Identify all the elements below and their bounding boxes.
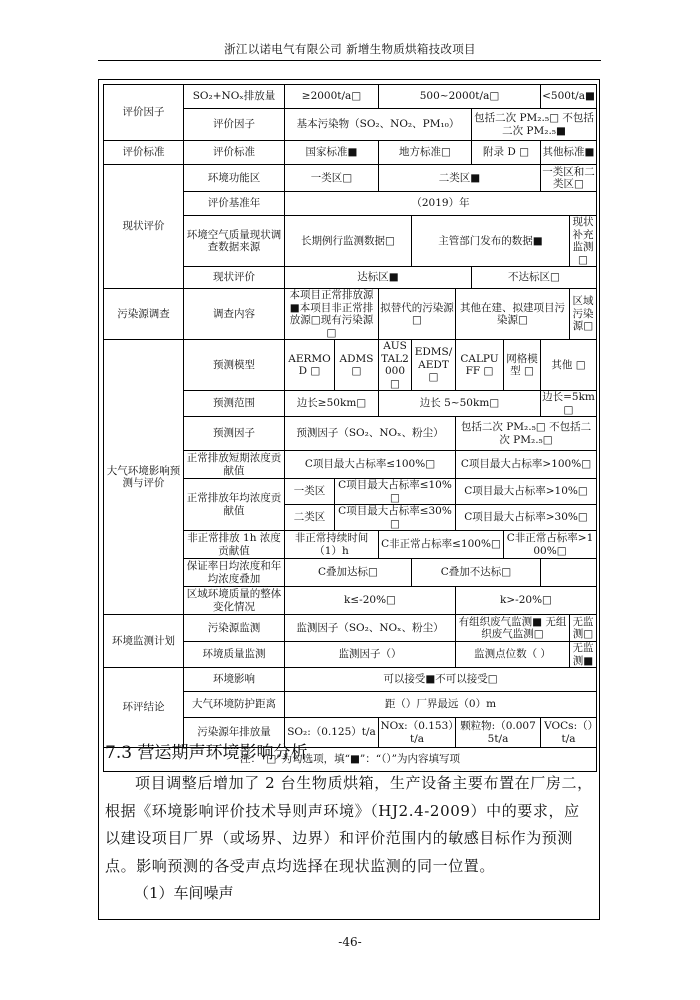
label-model: 预测模型 (184, 340, 285, 391)
label-abnormal: 非正常排放 1h 浓度贡献值 (184, 531, 285, 559)
value-secondary-pm: 包括二次 PM₂.₅□ 不包括二次 PM₂.₅■ (472, 109, 597, 141)
label-annual: 正常排放年均浓度贡献值 (184, 479, 285, 531)
label-function-zone: 环境功能区 (184, 165, 285, 192)
value-forecast-secondary: 包括二次 PM₂.₅□ 不包括二次 PM₂.₅□ (456, 417, 597, 451)
checkbox-non-attainment: 不达标区□ (472, 267, 597, 289)
checkbox-supplementary-monitoring: 现状补充监测□ (570, 216, 597, 267)
checkbox-range-5: 边长=5km□ (542, 391, 595, 416)
label-annual-zone1: 一类区 (285, 479, 335, 505)
label-base-year: 评价基准年 (184, 192, 285, 216)
checkbox-regional-sources: 区域污染源□ (570, 289, 597, 340)
checkbox-overlay-attain: C叠加达标□ (285, 559, 412, 587)
label-regional-change: 区域环境质量的整体变化情况 (184, 587, 285, 615)
checkbox-range-ge50: 边长≥50km□ (285, 391, 379, 417)
value-monitoring-points: 监测点位数（ ） (456, 642, 570, 668)
header-rule (98, 60, 601, 61)
group-monitoring: 环境监测计划 (104, 615, 184, 668)
value-protection-distance: 距（）厂界最远（0）m (285, 692, 597, 718)
checkbox-other-standard: 其他标准■ (541, 141, 597, 165)
checkbox-replaced-sources: 拟替代的污染源□ (379, 289, 456, 340)
checkbox-austal2000: AUSTAL2000 □ (379, 340, 412, 391)
value-nox: NOx:（0.153）t/a (379, 718, 456, 748)
table-note: 注：“□”为勾选项，填“■”：“（）”为内容填写项 (104, 748, 597, 772)
label-short-term: 正常排放短期浓度贡献值 (184, 451, 285, 479)
checkbox-organized-monitoring: 有组织废气监测■ 无组织废气监测□ (456, 615, 570, 642)
value-forecast-factor: 预测因子（SO₂、NOₓ、粉尘） (285, 417, 456, 451)
checkbox-other-model: 其他 □ (541, 340, 597, 391)
checkbox-zone1: 一类区□ (285, 165, 379, 192)
checkbox-annual-zone1-le10: C项目最大占标率≤10%□ (335, 479, 456, 505)
checkbox-acceptable: 可以接受■不可以接受□ (285, 668, 597, 692)
label-survey-content: 调查内容 (184, 289, 285, 340)
checkbox-aermod: AERMOD □ (285, 340, 335, 391)
value-base-year: （2019）年 (285, 192, 597, 216)
label-status-eval: 现状评价 (184, 267, 285, 289)
checkbox-local: 地方标准□ (379, 141, 472, 165)
checkbox-zone2: 二类区■ (379, 165, 541, 192)
value-basic-pollutants: 基本污染物（SO₂、NO₂、PM₁₀） (285, 109, 472, 141)
label-standard: 评价标准 (184, 141, 285, 165)
paragraph: 项目调整后增加了 2 台生物质烘箱，生产设备主要布置在厂房二，根据《环境影响评价技术导则声环境》（HJ2.4-2009）中的要求，应以建设项目厂界（或场界、边界）和评价范围内的敏感目标作为预测点。影响预测的各受声点均选择在现状监测的同一位置。 (105, 774, 593, 875)
checkbox-grid-model: 网格模型 □ (504, 340, 541, 391)
checkbox-abnormal-le100: C非正常占标率≤100%□ (379, 531, 504, 559)
checkbox-project-sources: 本项目正常排放源■本项目非正常排放源□现有污染源□ (285, 289, 379, 340)
checkbox-annual-zone1-gt10: C项目最大占标率>10%□ (456, 479, 597, 505)
label-protection-distance: 大气环境防护距离 (184, 692, 285, 718)
value-so2: SO₂:（0.125）t/a (285, 718, 379, 748)
label-data-source: 环境空气质量现状调查数据来源 (184, 216, 285, 267)
checkbox-ge2000: ≥2000t/a□ (285, 85, 379, 109)
group-forecast: 大气环境影响预测与评价 (104, 340, 184, 615)
checkbox-other-projects: 其他在建、拟建项目污染源□ (456, 289, 570, 340)
label-annual-zone2: 二类区 (285, 505, 335, 531)
label-source-monitoring: 污染源监测 (184, 615, 285, 642)
checkbox-appendix-d: 附录 D □ (472, 141, 541, 165)
checkbox-routine-monitoring: 长期例行监测数据□ (285, 216, 412, 267)
checkbox-range-5-50: 边长 5~50km□ (379, 391, 541, 417)
checkbox-no-quality-monitoring: 无监测■ (570, 642, 597, 668)
checkbox-lt500: <500t/a■ (541, 85, 597, 109)
checkbox-abnormal-gt100: C非正常占标率>100%□ (504, 531, 597, 559)
page-header: 浙江以诺电气有限公司 新增生物质烘箱技改项目 (224, 42, 476, 56)
empty-cell (541, 559, 597, 587)
air-assessment-table (103, 84, 597, 772)
section-title: 7.3 营运期声环境影响分析 (105, 743, 308, 763)
label-factor: 评价因子 (184, 109, 285, 141)
checkbox-overlay-non-attain: C叠加不达标□ (412, 559, 541, 587)
checkbox-k-gt-20: k>-20%□ (456, 587, 597, 615)
checkbox-short-gt100: C项目最大占标率>100%□ (456, 451, 597, 479)
group-eval-factor: 评价因子 (104, 85, 184, 141)
checkbox-k-le-20: k≤-20%□ (285, 587, 456, 615)
checkbox-annual-zone2-le30: C项目最大占标率≤30%□ (335, 505, 456, 531)
checkbox-national: 国家标准■ (285, 141, 379, 165)
checkbox-authority-data: 主管部门发布的数据■ (412, 216, 570, 267)
checkbox-zone1-2: 一类区和二类区□ (542, 165, 595, 190)
label-guarantee: 保证率日均浓度和年均浓度叠加 (184, 559, 285, 587)
group-status: 现状评价 (104, 165, 184, 289)
value-monitoring-factor: 监测因子（SO₂、NOₓ、粉尘） (285, 615, 456, 642)
label-forecast-factor: 预测因子 (184, 417, 285, 451)
group-pollution-survey: 污染源调查 (104, 289, 184, 340)
page-number: -46- (338, 935, 362, 949)
checkbox-no-source-monitoring: 无监测□ (570, 615, 597, 642)
label-range: 预测范围 (184, 391, 285, 417)
checkbox-edms-aedt: EDMS/AEDT □ (412, 340, 456, 391)
checkbox-attainment: 达标区■ (285, 267, 472, 289)
value-particulate: 颗粒物:（0.0075t/a (456, 718, 541, 748)
group-conclusion: 环评结论 (104, 668, 184, 748)
label-quality-monitoring: 环境质量监测 (184, 642, 285, 668)
group-eval-standard: 评价标准 (104, 141, 184, 165)
value-quality-factor: 监测因子（） (285, 642, 456, 668)
value-vocs: VOCs:（）t/a (541, 718, 597, 748)
label-annual-emission: 污染源年排放量 (184, 718, 285, 748)
checkbox-calpuff: CALPUFF □ (456, 340, 504, 391)
checkbox-500-2000: 500~2000t/a□ (379, 85, 541, 109)
checkbox-annual-zone2-gt30: C项目最大占标率>30%□ (456, 505, 597, 531)
checkbox-short-le100: C项目最大占标率≤100%□ (285, 451, 456, 479)
label-emission: SO₂+NOₓ排放量 (184, 85, 285, 109)
subheading: （1）车间噪声 (134, 884, 234, 902)
value-abnormal-duration: 非正常持续时间（1）h (285, 531, 379, 559)
checkbox-adms: ADMS □ (335, 340, 379, 391)
label-impact: 环境影响 (184, 668, 285, 692)
